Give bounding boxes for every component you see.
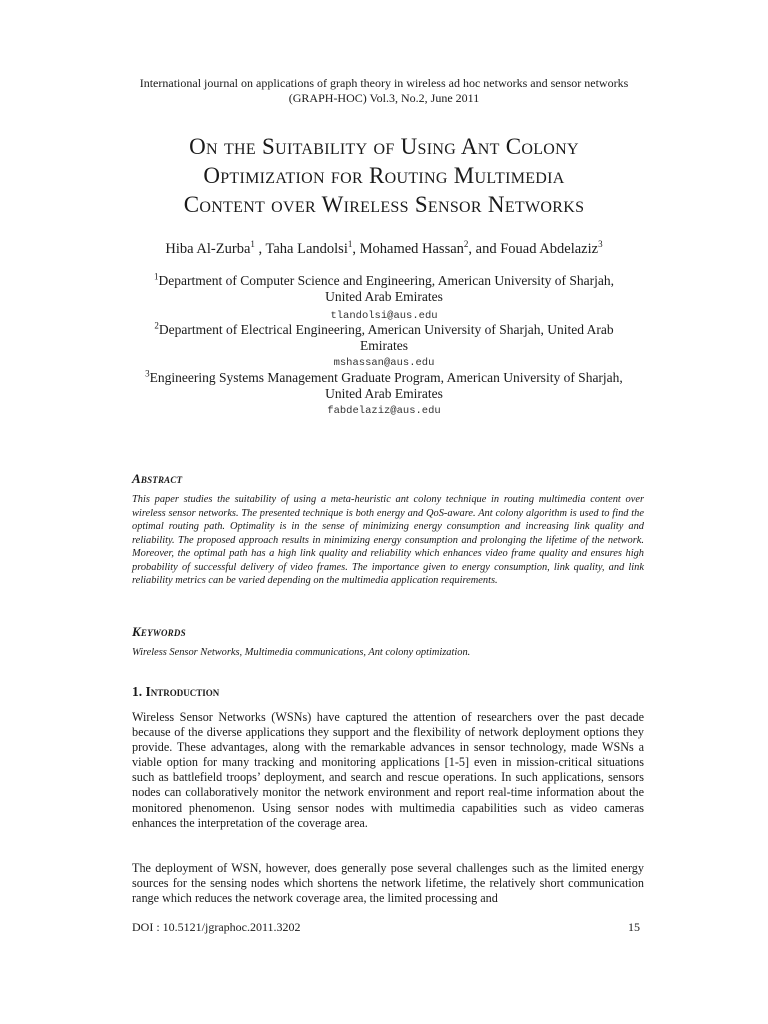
author-name: Taha Landolsi <box>265 241 348 257</box>
title-line3: Content over Wireless Sensor Networks <box>183 192 585 217</box>
author-separator: , <box>254 241 266 257</box>
affiliation-1 <box>130 273 638 305</box>
email-address[interactable]: fabdelaziz@aus.edu <box>327 405 441 417</box>
introduction-heading: 1. Introduction <box>132 684 220 699</box>
affiliation-mark: 1 <box>154 271 159 282</box>
journal-header <box>0 76 768 106</box>
author-affil-mark: 2 <box>463 239 469 250</box>
author-name: Hiba Al-Zurba <box>165 241 251 257</box>
affiliation-mark: 3 <box>145 368 150 379</box>
keywords-text: Wireless Sensor Networks, Multimedia communications, Ant colony optimization. <box>132 647 471 658</box>
journal-header-line2: (GRAPH-HOC) Vol.3, No.2, June 2011 <box>288 91 480 105</box>
author-affil-mark: 3 <box>598 239 603 250</box>
author-name: Fouad Abdelaziz <box>500 241 599 257</box>
journal-header-line1: International journal on applications of graph theory in wireless ad hoc networks and sensor networks <box>139 76 629 90</box>
affiliation-2 <box>130 322 638 354</box>
affiliation-mark: 2 <box>154 320 159 331</box>
author-affil-mark: 1 <box>250 239 255 250</box>
affiliation-3 <box>130 370 638 402</box>
keywords-heading: Keywords <box>132 624 186 639</box>
author-separator: , <box>352 241 360 257</box>
affiliation-line2: United Arab Emirates <box>325 386 443 401</box>
affiliation-line1: Department of Computer Science and Engineering, American University of Sharjah, <box>158 273 614 288</box>
affiliation-line1: Engineering Systems Management Graduate Program, American University of Sharjah, <box>149 370 623 385</box>
body-paragraph: The deployment of WSN, however, does generally pose several challenges such as the limited energy sources for the sensing nodes which shortens the network lifetime, the relatively short communication range which reduces the network coverage area, the limited processing and <box>132 861 644 906</box>
doi-footer: DOI : 10.5121/jgraphoc.2011.3202 <box>132 920 301 934</box>
author-separator: , and <box>468 241 501 257</box>
body-paragraph: Wireless Sensor Networks (WSNs) have captured the attention of researchers over the past decade because of the diverse applications they support and the flexibility of network deployment options they provide. These advantages, along with the remarkable advances in sensor technology, made WSNs a viable option for many tracking and monitoring applications [1-5] even in mission-critical situations such as battlefield troops’ deployment, and search and rescue operations. In such applications, sensors nodes can collaboratively monitor the network environment and report real-time information about the monitored phenomenon. Using sensor nodes with multimedia capabilities such as video cameras enhances the interpretation of the coverage area. <box>132 710 644 830</box>
affiliation-line2: United Arab Emirates <box>325 289 443 304</box>
author-name: Mohamed Hassan <box>359 241 464 257</box>
author-affil-mark: 1 <box>347 239 353 250</box>
page-number: 15 <box>628 920 640 934</box>
affiliation-line2: Emirates <box>360 338 408 353</box>
paper-title <box>0 132 768 219</box>
email-address[interactable]: tlandolsi@aus.edu <box>330 310 438 322</box>
author-list <box>0 240 768 258</box>
affiliation-line1: Department of Electrical Engineering, American University of Sharjah, United Arab <box>158 322 614 337</box>
abstract-text: This paper studies the suitability of using a meta-heuristic ant colony technique in routing multimedia content over wireless sensor networks. The presented technique is both energy and QoS-aware. Ant colony algorithm is used to find the optimal routing path. Optimality is in the sense of minimizing energy consumption and increasing link quality and reliability. The proposed approach results in minimizing energy consumption and prolonging the lifetime of the network. Moreover, the optimal path has a high link quality and reliability which enhances video frame quality and ensures high probability of successful delivery of video frames. The importance given to energy consumption, link quality, and link reliability metrics can be varied depending on the multimedia application requirements. <box>132 494 644 586</box>
title-line1: On the Suitability of Using Ant Colony <box>189 134 579 159</box>
abstract-heading: Abstract <box>132 471 183 486</box>
title-line2: Optimization for Routing Multimedia <box>203 163 565 188</box>
email-address[interactable]: mshassan@aus.edu <box>333 357 435 369</box>
